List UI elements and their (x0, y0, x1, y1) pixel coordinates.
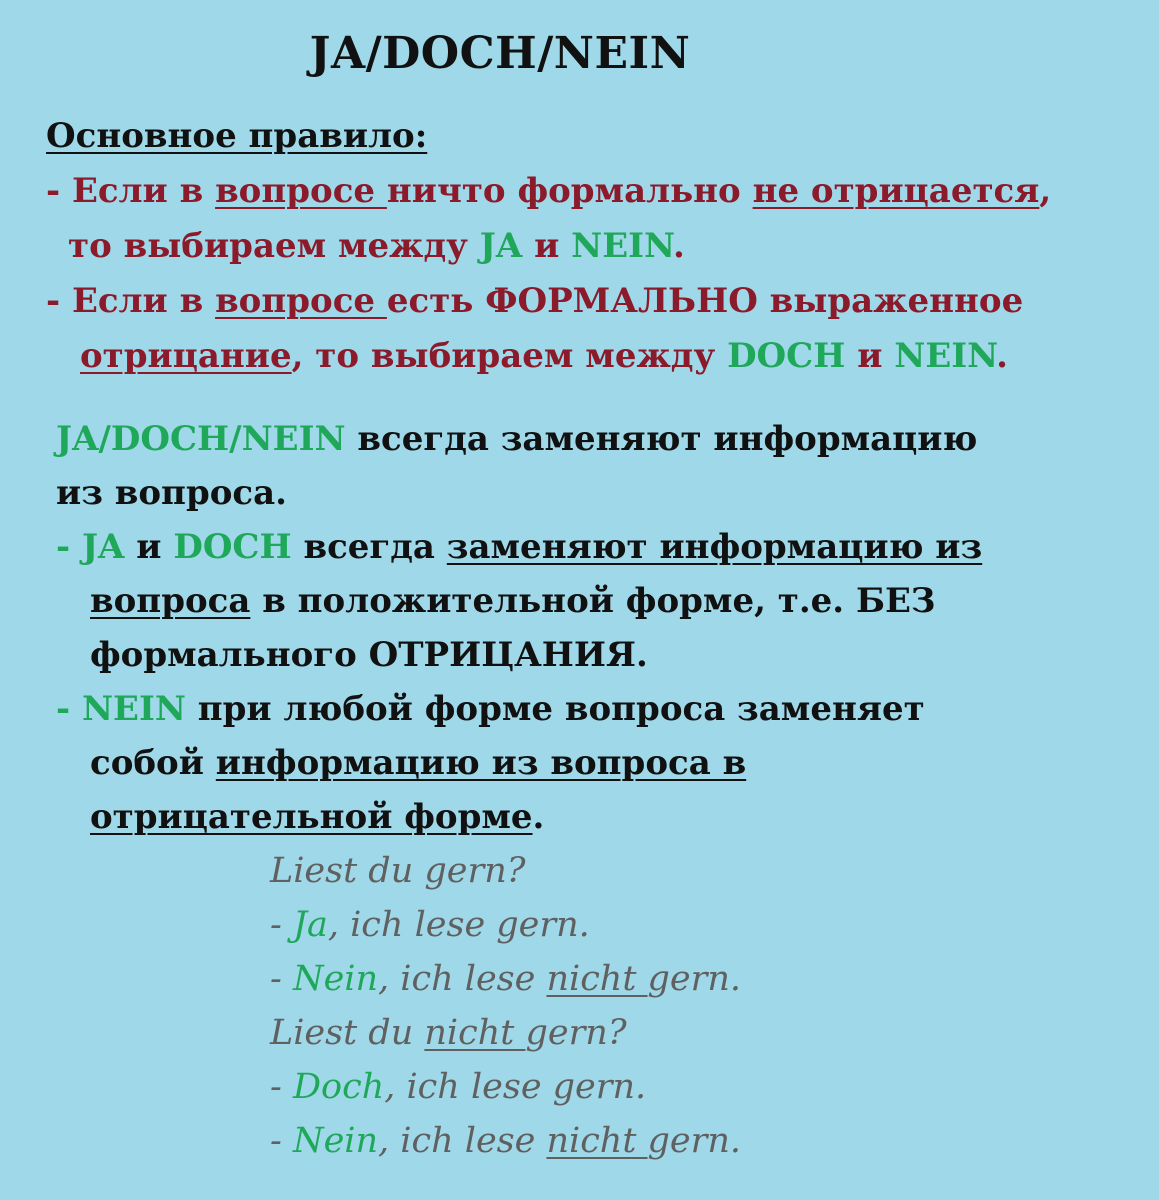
example-question-1: Liest du gern? (270, 851, 526, 891)
keyword-ja: Ja (292, 905, 328, 945)
examples (270, 844, 741, 1168)
underlined-term: вопросе (215, 171, 387, 211)
page-title: JA/DOCH/NEIN (309, 28, 691, 79)
main-rules (46, 164, 1051, 384)
underlined-term: nicht (546, 1121, 648, 1161)
underlined-term: не отрицается (752, 171, 1040, 211)
keyword-doch: DOCH (173, 527, 292, 567)
example-answer-ja: - Ja, ich lese gern. (270, 905, 590, 945)
underlined-term: информацию из вопроса в (215, 743, 747, 783)
rule-1-line-1: - Если в вопросе ничто формально не отрицается, (46, 171, 1052, 211)
keyword-doch: DOCH (727, 336, 846, 376)
info-line-2: из вопроса. (56, 473, 287, 513)
example-answer-nein-2: - Nein, ich lese nicht gern. (270, 1121, 742, 1161)
example-answer-doch: - Doch, ich lese gern. (270, 1067, 647, 1107)
info-line-3: - JA и DOCH всегда заменяют информацию из (56, 527, 983, 567)
rule-2-line-1: - Если в вопросе есть ФОРМАЛЬНО выраженное (46, 281, 1024, 321)
underlined-term: заменяют информацию из (446, 527, 983, 567)
underlined-term: nicht (546, 959, 648, 999)
keyword-ja: JA (479, 226, 523, 266)
info-line-7: собой информацию из вопроса в (90, 743, 747, 783)
keyword-doch: Doch (292, 1067, 385, 1107)
info-line-4: вопроса в положительной форме, т.е. БЕЗ (90, 581, 936, 621)
keyword-ja-doch-nein: JA/DOCH/NEIN (56, 419, 346, 459)
keyword-ja: JA (81, 527, 125, 567)
rule-2-line-2: отрицание, то выбираем между DOCH и NEIN. (80, 336, 1008, 376)
underlined-term: nicht (424, 1013, 526, 1053)
info-line-8: отрицательной форме. (90, 797, 545, 837)
underlined-term: вопросе (215, 281, 387, 321)
underlined-term: вопроса (90, 581, 251, 621)
keyword-nein: NEIN (571, 226, 673, 266)
info-line-6: - NEIN при любой форме вопроса заменяет (56, 689, 925, 729)
example-answer-nein-1: - Nein, ich lese nicht gern. (270, 959, 742, 999)
info-line-5: формального ОТРИЦАНИЯ. (90, 635, 648, 675)
underlined-term: отрицание (80, 336, 292, 376)
section-heading: Основное правило: (46, 116, 428, 156)
info-line-1: JA/DOCH/NEIN всегда заменяют информацию (56, 419, 978, 459)
example-question-2: Liest du nicht gern? (270, 1013, 627, 1053)
keyword-nein: Nein (292, 1121, 379, 1161)
underlined-term: отрицательной форме (90, 797, 533, 837)
keyword-nein: NEIN (81, 689, 186, 729)
keyword-nein: Nein (292, 959, 379, 999)
keyword-nein: NEIN (894, 336, 997, 376)
rule-1-line-2: то выбираем между JA и NEIN. (68, 226, 685, 266)
replacement-rules (56, 412, 982, 844)
